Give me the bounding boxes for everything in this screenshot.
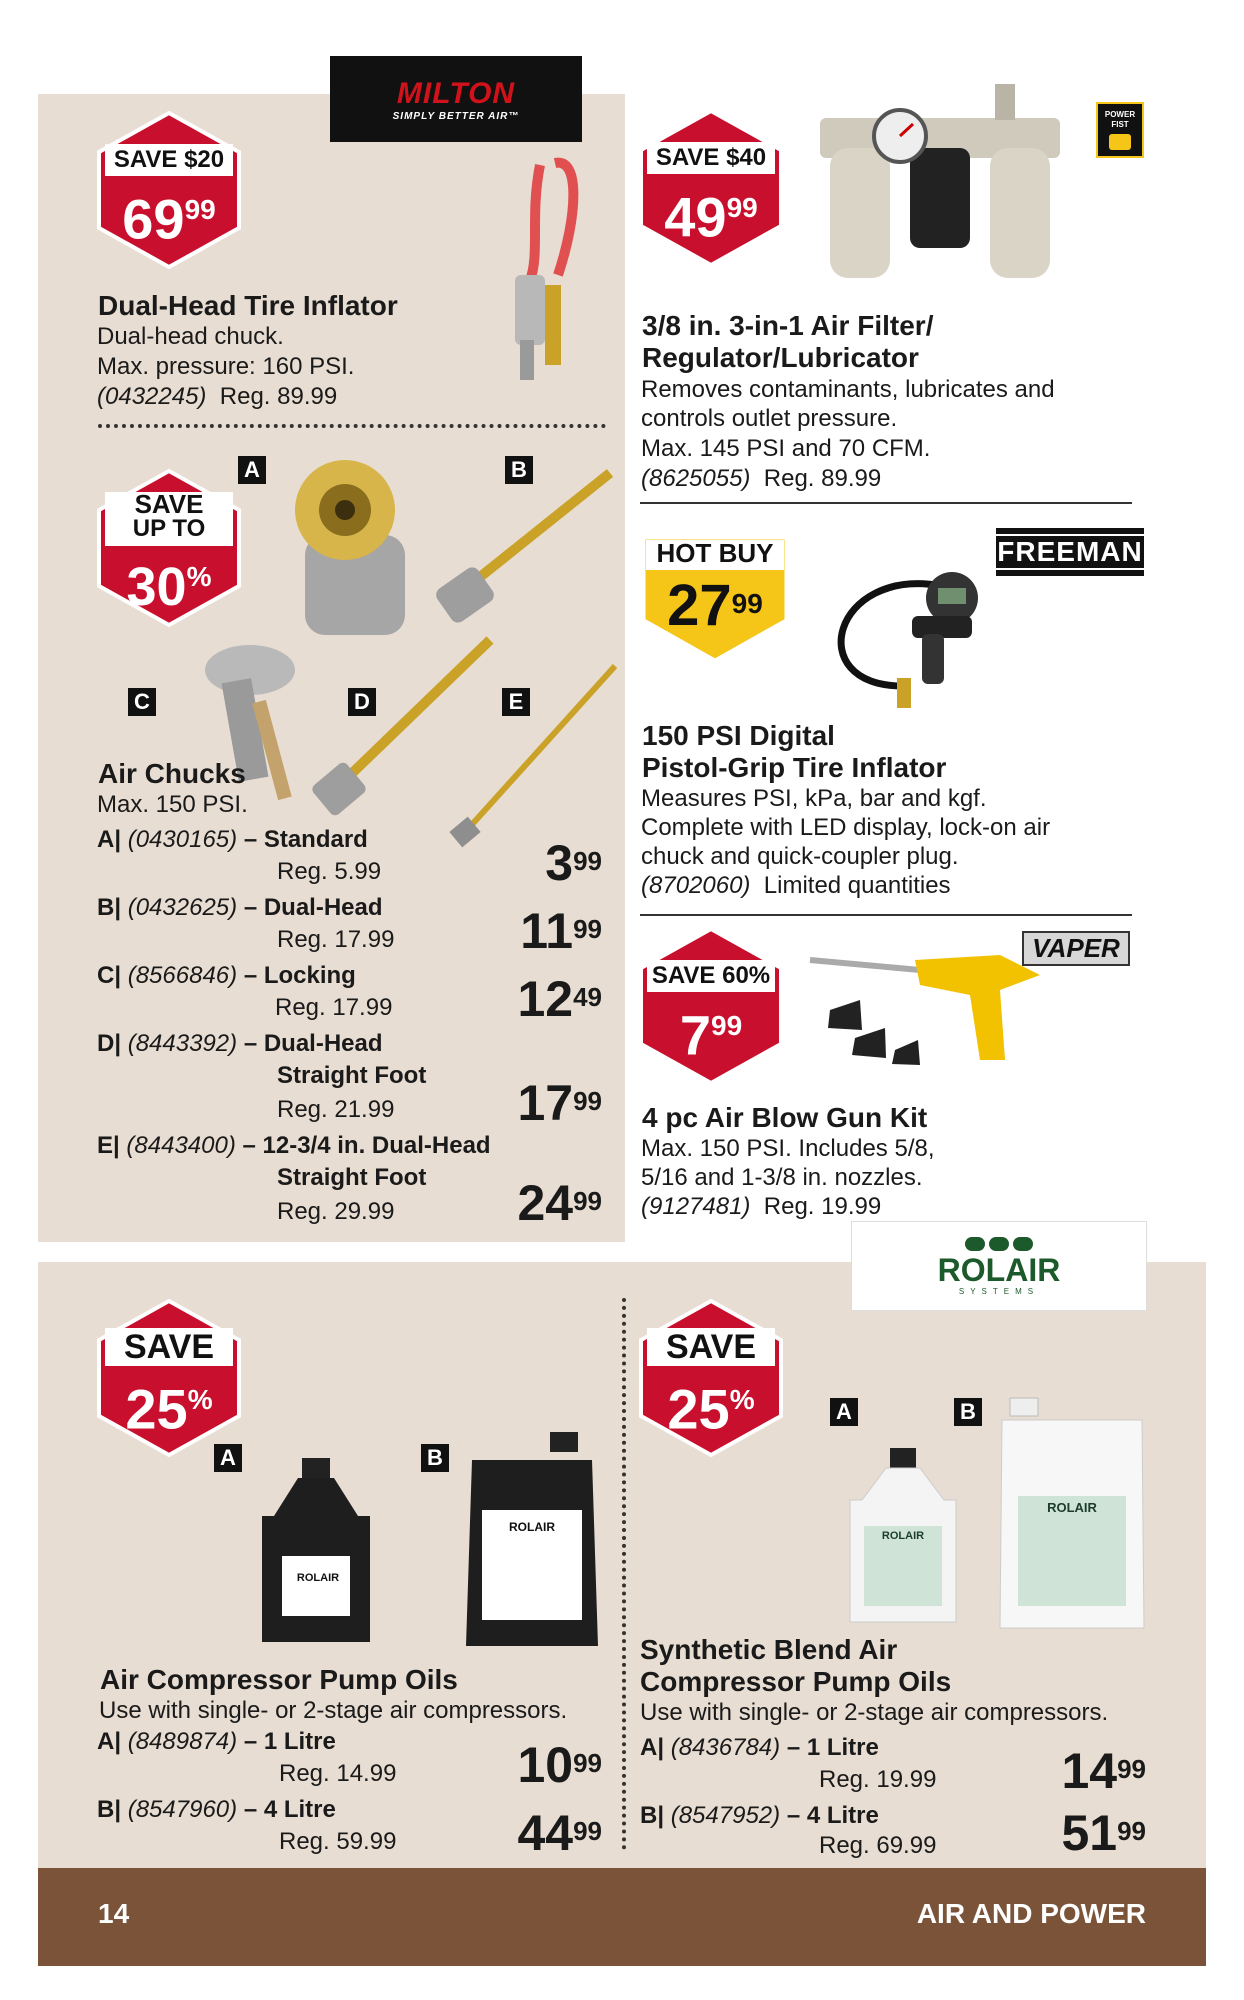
badge-price-main: 7 xyxy=(679,1003,711,1067)
badge-price xyxy=(95,180,243,250)
price-cents: 49 xyxy=(573,982,602,1012)
price-cents: 99 xyxy=(573,1186,602,1216)
price-cents: 99 xyxy=(1117,1754,1146,1784)
digital-inflator-desc-1: Measures PSI, kPa, bar and kgf. xyxy=(641,785,987,812)
milton-logo-name: MILTON xyxy=(396,76,516,110)
filter-reg: Reg. 89.99 xyxy=(763,465,882,492)
price-cents: 99 xyxy=(573,1816,602,1846)
divider-rule xyxy=(640,502,1132,504)
row-name: – 4 Litre xyxy=(786,1802,879,1829)
digital-inflator-title-2: Pistol-Grip Tire Inflator xyxy=(642,752,947,783)
badge-save-text: SAVE xyxy=(123,1328,215,1366)
air-chuck-row-d xyxy=(97,1028,383,1060)
tire-inflator-sku: (0432245) xyxy=(97,383,207,410)
divider-dotted-vertical xyxy=(622,1298,626,1850)
row-name: – Standard xyxy=(243,826,368,853)
item-letter-a: A xyxy=(214,1444,242,1472)
hot-buy-price xyxy=(640,573,790,638)
pump-oil-reg-b: Reg. 59.99 xyxy=(279,1828,397,1855)
fist-icon xyxy=(1109,134,1131,150)
row-sku: (8443392) xyxy=(127,1030,238,1057)
milton-logo xyxy=(330,56,582,142)
badge-upto-text: UP TO xyxy=(132,515,206,542)
row-sku: (8566846) xyxy=(127,962,238,989)
price-main: 3 xyxy=(545,835,574,891)
item-letter-b: B xyxy=(505,456,533,484)
air-chuck-row-a xyxy=(97,824,368,856)
air-chuck-reg-a: Reg. 5.99 xyxy=(277,858,382,885)
price-main: 14 xyxy=(1061,1743,1118,1799)
tire-inflator-image xyxy=(460,155,600,385)
blow-gun-sku-line xyxy=(641,1192,881,1222)
badge-save-text: SAVE xyxy=(665,1328,757,1366)
row-sku: (0430165) xyxy=(127,826,238,853)
row-sku: (8489874) xyxy=(127,1728,238,1755)
filter-desc-3: Max. 145 PSI and 70 CFM. xyxy=(641,435,931,462)
row-letter: A| xyxy=(97,1728,122,1755)
save-badge-filter xyxy=(637,108,785,268)
item-letter-a: A xyxy=(238,456,266,484)
synthetic-oil-row-b xyxy=(640,1800,879,1832)
digital-inflator-sku: (8702060) xyxy=(641,872,751,899)
price-main: 44 xyxy=(517,1805,574,1861)
row-letter: A| xyxy=(97,826,122,853)
badge-price-cents: 99 xyxy=(711,1010,743,1041)
page-footer xyxy=(38,1868,1206,1966)
price-cents: 99 xyxy=(1117,1816,1146,1846)
blow-gun-title: 4 pc Air Blow Gun Kit xyxy=(642,1102,928,1133)
synthetic-oil-price-a xyxy=(960,1743,1146,1799)
filter-sku: (8625055) xyxy=(641,465,751,492)
row-name-2: Straight Foot xyxy=(277,1164,427,1191)
row-sku: (0432625) xyxy=(127,894,238,921)
item-letter-e: E xyxy=(502,688,530,716)
hot-buy-badge-text: HOT BUY xyxy=(656,538,774,568)
row-letter: D| xyxy=(97,1030,122,1057)
pump-oil-row-b xyxy=(97,1794,336,1826)
rolair-logo xyxy=(852,1222,1146,1310)
row-name: – 1 Litre xyxy=(786,1734,879,1761)
save-badge-pump-oils xyxy=(95,1298,243,1458)
hot-buy-price-cents: 99 xyxy=(731,588,763,619)
freeman-logo xyxy=(996,528,1144,576)
price-cents: 99 xyxy=(573,914,602,944)
rolair-logo-sub: SYSTEMS xyxy=(958,1286,1040,1296)
milton-logo-tagline: SIMPLY BETTER AIR™ xyxy=(392,110,520,122)
badge-save-text: SAVE 60% xyxy=(651,962,771,989)
price-main: 10 xyxy=(517,1737,574,1793)
air-chuck-reg-c: Reg. 17.99 xyxy=(275,994,393,1021)
badge-price xyxy=(637,178,785,248)
badge-percent: 25% xyxy=(125,1377,213,1441)
air-chuck-standard-image xyxy=(285,455,425,645)
price-main: 24 xyxy=(517,1175,574,1231)
digital-inflator-desc-2: Complete with LED display, lock-on air xyxy=(641,814,1051,841)
page-number: 14 xyxy=(98,1898,130,1929)
vaper-logo xyxy=(1016,924,1136,972)
air-chuck-row-c xyxy=(97,960,356,992)
row-name: – Dual-Head xyxy=(243,1030,383,1057)
badge-percent-value: 25 xyxy=(125,1377,188,1441)
row-sku: (8547952) xyxy=(670,1802,781,1829)
badge-price-main: 69 xyxy=(122,187,185,251)
hot-buy-price-main: 27 xyxy=(667,573,732,638)
air-chuck-name2-d xyxy=(277,1060,426,1092)
pump-oils-title: Air Compressor Pump Oils xyxy=(100,1664,458,1695)
air-chucks-title: Air Chucks xyxy=(98,758,246,789)
save-badge-air-chucks xyxy=(95,468,243,628)
row-letter: E| xyxy=(97,1132,120,1159)
tire-inflator-desc-2: Max. pressure: 160 PSI. xyxy=(97,353,355,380)
row-sku: (8547960) xyxy=(127,1796,238,1823)
air-chuck-name2-e xyxy=(277,1162,426,1194)
air-chuck-reg-d: Reg. 21.99 xyxy=(277,1096,395,1123)
pump-oil-price-b xyxy=(420,1805,602,1861)
row-name-2: Straight Foot xyxy=(277,1062,427,1089)
price-main: 11 xyxy=(520,903,574,959)
badge-save-text: SAVE xyxy=(134,489,204,519)
digital-inflator-desc-3: chuck and quick-coupler plug. xyxy=(641,843,959,870)
air-chuck-reg-e: Reg. 29.99 xyxy=(277,1198,395,1225)
badge-price-cents: 99 xyxy=(726,192,758,223)
tire-inflator-desc-1: Dual-head chuck. xyxy=(97,323,284,350)
synthetic-oil-bottle-label-2: ROLAIR xyxy=(1047,1500,1097,1515)
digital-inflator-title-1: 150 PSI Digital xyxy=(642,720,835,751)
badge-price-cents: 99 xyxy=(184,194,216,225)
air-chuck-long-image xyxy=(445,660,625,850)
row-name: – 1 Litre xyxy=(243,1728,336,1755)
save-badge-tire-inflator xyxy=(95,110,243,270)
item-letter-d: D xyxy=(348,688,376,716)
row-name: – 4 Litre xyxy=(243,1796,336,1823)
tire-inflator-title: Dual-Head Tire Inflator xyxy=(98,290,398,321)
pump-oils-desc: Use with single- or 2-stage air compressors. xyxy=(99,1697,568,1724)
filter-title-2: Regulator/Lubricator xyxy=(642,342,919,373)
synthetic-oil-row-a xyxy=(640,1732,879,1764)
blow-gun-sku: (9127481) xyxy=(641,1193,751,1220)
filter-title-1: 3/8 in. 3-in-1 Air Filter/ xyxy=(642,310,934,341)
filter-sku-line xyxy=(641,464,881,494)
badge-price-main: 49 xyxy=(664,185,727,249)
save-badge-synthetic-oils xyxy=(637,1298,785,1458)
air-chuck-dual-head-image xyxy=(420,465,620,635)
badge-percent: 25% xyxy=(667,1377,755,1441)
synthetic-oil-bottle-label-1: ROLAIR xyxy=(881,1530,925,1542)
air-chuck-price-d xyxy=(420,1075,602,1131)
pump-oil-reg-a: Reg. 14.99 xyxy=(279,1760,397,1787)
price-main: 17 xyxy=(517,1075,574,1131)
badge-price xyxy=(637,996,785,1066)
row-name: – 12-3/4 in. Dual-Head xyxy=(242,1132,491,1159)
power-fist-logo xyxy=(1096,102,1144,158)
power-fist-logo-text: POWER FIST xyxy=(1104,110,1136,129)
badge-save-text: SAVE $20 xyxy=(113,146,225,173)
air-chuck-row-b xyxy=(97,892,383,924)
price-main: 12 xyxy=(517,971,574,1027)
blow-gun-reg: Reg. 19.99 xyxy=(763,1193,882,1220)
synthetic-oil-reg-a: Reg. 19.99 xyxy=(819,1766,937,1793)
filter-desc-2: controls outlet pressure. xyxy=(641,405,898,432)
synthetic-oil-reg-b: Reg. 69.99 xyxy=(819,1832,937,1859)
air-chuck-price-a xyxy=(420,835,602,891)
badge-percent-value: 30 xyxy=(126,557,187,617)
row-letter: A| xyxy=(640,1734,665,1761)
pump-oil-bottle-label-2: ROLAIR xyxy=(509,1520,555,1534)
filter-desc-1: Removes contaminants, lubricates and xyxy=(641,376,1055,403)
rolair-logo-mark xyxy=(965,1237,1033,1251)
row-letter: C| xyxy=(97,962,122,989)
freeman-logo-text: FREEMAN xyxy=(989,534,1150,570)
badge-percent-value: 25 xyxy=(667,1377,730,1441)
badge-save-text: SAVE $40 xyxy=(655,144,767,171)
synthetic-oils-desc: Use with single- or 2-stage air compressors. xyxy=(640,1699,1109,1726)
row-letter: B| xyxy=(640,1802,665,1829)
vaper-logo-text: VAPER xyxy=(1022,931,1130,966)
divider-dotted xyxy=(98,424,606,428)
air-chuck-row-e xyxy=(97,1130,491,1162)
item-letter-b: B xyxy=(421,1444,449,1472)
pump-oil-price-a xyxy=(420,1737,602,1793)
blow-gun-desc-2: 5/16 and 1-3/8 in. nozzles. xyxy=(641,1164,923,1191)
synthetic-oil-price-b xyxy=(960,1805,1146,1861)
price-cents: 99 xyxy=(573,1748,602,1778)
row-letter: B| xyxy=(97,894,122,921)
air-chuck-price-b xyxy=(420,903,602,959)
pump-oil-row-a xyxy=(97,1726,336,1758)
item-letter-b: B xyxy=(954,1398,982,1426)
digital-inflator-sku-line xyxy=(641,871,951,901)
save-badge-blow-gun xyxy=(637,926,785,1086)
item-letter-a: A xyxy=(830,1398,858,1426)
divider-rule xyxy=(640,914,1132,916)
pump-oil-1-litre-image xyxy=(258,1456,374,1646)
air-chuck-reg-b: Reg. 17.99 xyxy=(277,926,395,953)
price-cents: 99 xyxy=(573,1086,602,1116)
synthetic-oils-title-2: Compressor Pump Oils xyxy=(640,1666,952,1697)
digital-tire-inflator-image xyxy=(812,566,992,716)
tire-inflator-sku-line xyxy=(97,382,337,412)
row-name: – Locking xyxy=(243,962,356,989)
tire-inflator-reg: Reg. 89.99 xyxy=(219,383,338,410)
row-name: – Dual-Head xyxy=(243,894,383,921)
rolair-logo-text: ROLAIR xyxy=(937,1251,1061,1288)
blow-gun-desc-1: Max. 150 PSI. Includes 5/8, xyxy=(641,1135,935,1162)
price-main: 51 xyxy=(1061,1805,1118,1861)
pump-oil-4-litre-image xyxy=(462,1430,602,1650)
air-chuck-price-e xyxy=(420,1175,602,1231)
row-sku: (8436784) xyxy=(670,1734,781,1761)
section-title: AIR AND POWER xyxy=(916,1898,1146,1929)
pump-oil-bottle-label-1: ROLAIR xyxy=(296,1572,340,1584)
air-chucks-desc: Max. 150 PSI. xyxy=(97,791,248,818)
air-chuck-price-c xyxy=(420,971,602,1027)
item-letter-c: C xyxy=(128,688,156,716)
row-letter: B| xyxy=(97,1796,122,1823)
price-cents: 99 xyxy=(573,846,602,876)
synthetic-oils-title-1: Synthetic Blend Air xyxy=(640,1634,898,1665)
digital-inflator-note: Limited quantities xyxy=(763,872,951,899)
badge-percent: 30% xyxy=(126,557,212,617)
row-sku: (8443400) xyxy=(126,1132,236,1159)
air-filter-regulator-image xyxy=(815,78,1065,298)
